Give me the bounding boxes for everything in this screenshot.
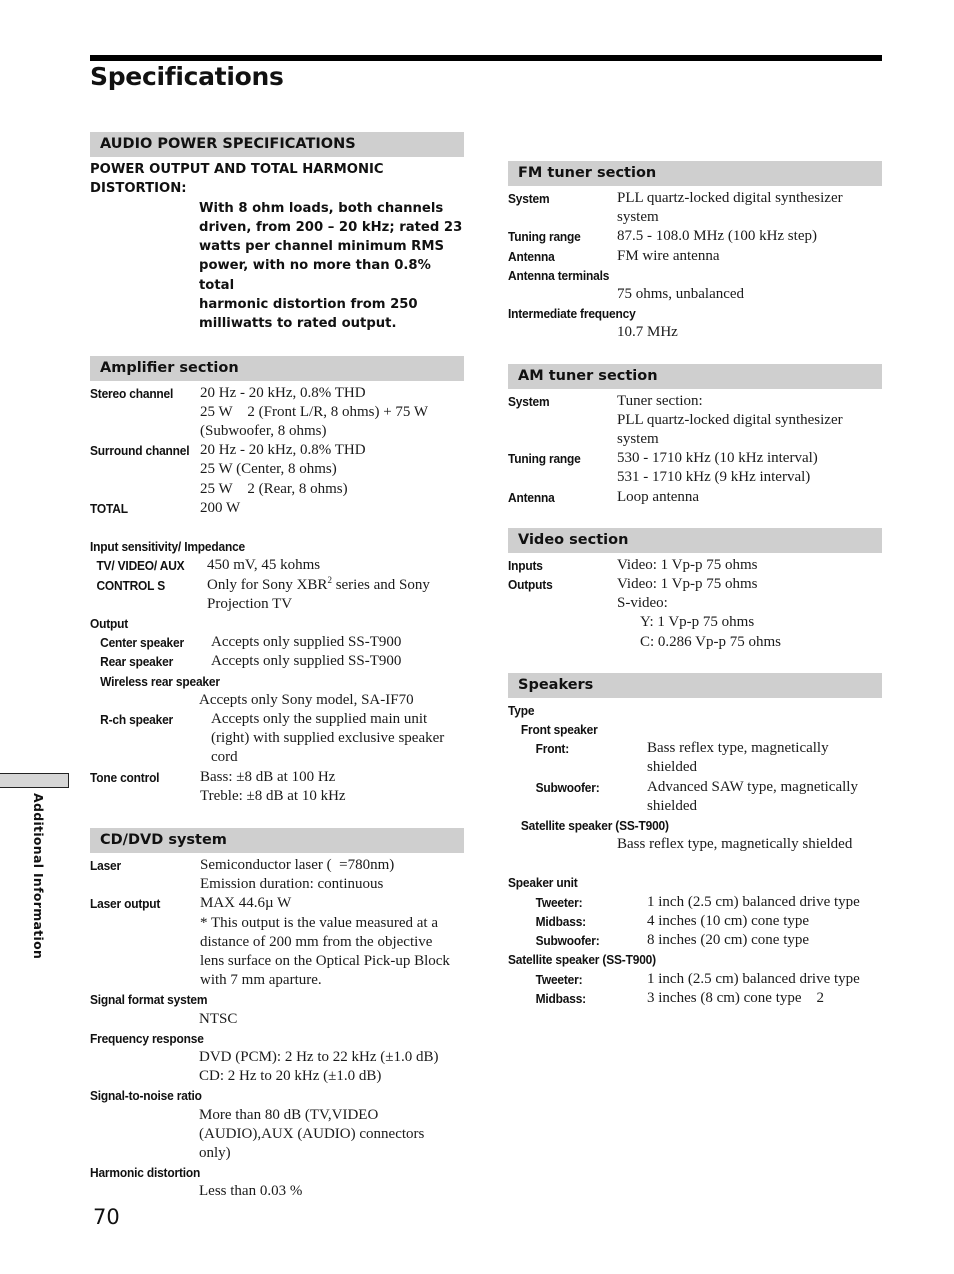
spec-line: C: 0.286 Vp-p 75 ohms (640, 633, 781, 650)
left-column (90, 132, 464, 1202)
spec-label: Tone control (90, 769, 160, 785)
spec-value: Accepts only Sony model, SA-IF70 (199, 691, 414, 708)
spec-value (647, 778, 882, 816)
subheading-output: Output (90, 615, 129, 631)
spec-row-subwoofer (508, 778, 882, 816)
spec-line: 20 Hz - 20 kHz, 0.8% THD (200, 384, 366, 401)
spec-line: CD: 2 Hz to 20 kHz (±1.0 dB) (199, 1068, 382, 1085)
spec-value: Loop antenna (617, 488, 700, 505)
spec-line: Treble: ±8 dB at 10 kHz (200, 787, 346, 804)
spec-text: series and Sony (331, 576, 430, 593)
page-title: Specifications (90, 62, 284, 91)
spec-line: with 7 mm aparture. (200, 972, 322, 989)
spec-line: cord (211, 749, 238, 766)
spec-value (200, 768, 464, 806)
spec-line: PLL quartz-locked digital synthesizer (617, 411, 843, 428)
spec-line: Y: 1 Vp-p 75 ohms (640, 614, 755, 631)
spec-value: Accepts only supplied SS-T900 (211, 634, 402, 651)
spec-label: Surround channel (90, 443, 190, 459)
spec-line: only) (199, 1144, 231, 1161)
spec-value: 1 inch (2.5 cm) balanced drive type (647, 893, 860, 910)
subheading-type: Type (508, 702, 535, 718)
spec-line: Advanced SAW type, magnetically (647, 778, 858, 795)
spec-line: S-video: (617, 595, 668, 612)
spec-label: Midbass: (535, 990, 586, 1006)
spec-label: Tuning range (508, 229, 581, 245)
spec-row-unit-subwoofer (508, 931, 882, 950)
spec-label: TOTAL (90, 500, 128, 516)
spec-line: * This output is the value measured at a (200, 914, 439, 931)
spec-value (200, 441, 464, 499)
spec-value (200, 894, 464, 990)
right-column (508, 161, 882, 1008)
spec-value (617, 392, 882, 450)
spec-value: Bass reflex type, magnetically shielded (647, 740, 829, 776)
spec-label: TV/ VIDEO/ AUX (96, 558, 185, 574)
spec-label: Laser (90, 857, 122, 873)
spec-value: Less than 0.03 % (199, 1183, 303, 1200)
spec-line: shielded (647, 797, 697, 814)
section-heading-audio-power: AUDIO POWER SPECIFICATIONS (90, 132, 464, 157)
spec-line: Projection TV (207, 595, 293, 612)
audio-power-line: With 8 ohm loads, both channels (199, 200, 444, 216)
spec-row-surround (90, 441, 464, 499)
spec-value (617, 189, 882, 227)
spec-line: Semiconductor laser ( =780nm) (200, 856, 395, 873)
spec-row-fm-tuning (508, 227, 882, 246)
spec-value: Video: 1 Vp-p 75 ohms (617, 556, 758, 573)
spec-value: 87.5 - 108.0 MHz (100 kHz step) (617, 228, 817, 245)
audio-power-label: POWER OUTPUT AND TOTAL HARMONIC DISTORTION: (90, 162, 384, 197)
superscript: 2 (327, 574, 332, 585)
spec-value (90, 1106, 464, 1164)
subheading-harmonic-distortion: Harmonic distortion (90, 1165, 201, 1181)
audio-power-description (90, 199, 464, 334)
audio-power-line: harmonic distortion from 250 (199, 297, 418, 313)
spec-label: Front: (535, 741, 570, 757)
spec-row-am-tuning (508, 449, 882, 487)
spec-label: CONTROL S (96, 577, 166, 593)
spec-label: System (508, 393, 550, 409)
spec-line: 530 - 1710 kHz (10 kHz interval) (617, 450, 818, 467)
spec-label: Antenna (508, 489, 555, 505)
spec-row-laser-output (90, 894, 464, 990)
spec-line: 25 W (Center, 8 ohms) (200, 461, 337, 478)
subheading-signal-format: Signal format system (90, 992, 208, 1008)
spec-label: Tweeter: (535, 971, 583, 987)
spec-label: Stereo channel (90, 385, 174, 401)
spec-label: Subwoofer: (535, 779, 600, 795)
spec-value (617, 449, 882, 487)
audio-power-line: power, with no more than 0.8% total (199, 258, 431, 293)
spec-row-stereo (90, 384, 464, 442)
spec-value: FM wire antenna (617, 247, 720, 264)
audio-power-line: milliwatts to rated output. (199, 316, 397, 332)
spec-line: Accepts only the supplied main unit (211, 710, 428, 727)
spec-value: 450 mV, 45 kohms (207, 557, 321, 574)
spec-value: 8 inches (20 cm) cone type (647, 932, 810, 949)
spec-line: MAX 44.6µ W (200, 895, 292, 912)
spec-label: R-ch speaker (100, 711, 174, 727)
spec-value-svideo (508, 613, 882, 651)
subheading-antenna-terminals: Antenna terminals (508, 267, 610, 283)
title-rule (90, 55, 882, 61)
section-heading-am-tuner: AM tuner section (508, 364, 882, 389)
spec-line: (right) with supplied exclusive speaker (211, 730, 445, 747)
spec-row-video-outputs (508, 575, 882, 613)
audio-power-line: driven, from 200 – 20 kHz; rated 23 (199, 219, 463, 235)
spec-row-am-antenna (508, 488, 882, 507)
section-heading-video: Video section (508, 528, 882, 553)
audio-power-line: watts per channel minimum RMS (199, 239, 444, 255)
spec-value (200, 856, 464, 894)
spec-line: DVD (PCM): 2 Hz to 22 kHz (±1.0 dB) (199, 1048, 439, 1065)
spec-row-tv-video-aux (90, 556, 464, 575)
spec-line: distance of 200 mm from the objective (200, 933, 433, 950)
spec-line: system (617, 431, 659, 448)
spec-line: system (617, 209, 659, 226)
spec-label: Tuning range (508, 451, 581, 467)
spec-label: Antenna (508, 248, 555, 264)
side-tab-marker (0, 773, 69, 788)
spec-value (200, 384, 464, 442)
spec-line: More than 80 dB (TV,VIDEO (199, 1106, 379, 1123)
spec-row-rch-speaker (90, 710, 464, 768)
spec-line: Video: 1 Vp-p 75 ohms (617, 576, 758, 593)
spec-row-rear-speaker (90, 652, 464, 671)
spec-row-unit-midbass (508, 912, 882, 931)
spec-value (617, 575, 882, 613)
spec-line: 531 - 1710 kHz (9 kHz interval) (617, 469, 811, 486)
subheading-front-speaker: Front speaker (520, 722, 598, 738)
spec-label: Center speaker (100, 635, 184, 651)
spec-row-total (90, 499, 464, 518)
spec-label: Rear speaker (100, 654, 174, 670)
subheading-intermediate-frequency: Intermediate frequency (508, 306, 636, 322)
spec-line: (Subwoofer, 8 ohms) (200, 423, 327, 440)
spec-row-fm-antenna (508, 247, 882, 266)
spec-row-unit-tweeter (508, 893, 882, 912)
spec-value: 4 inches (10 cm) cone type (647, 912, 810, 929)
spec-line: 25 W 2 (Rear, 8 ohms) (200, 480, 348, 497)
spec-row-control-s (90, 576, 464, 614)
spec-label: Laser output (90, 896, 161, 912)
audio-power-block (90, 160, 464, 334)
spec-label: Inputs (508, 557, 543, 573)
spec-row-tone-control (90, 768, 464, 806)
spec-label: Outputs (508, 577, 553, 593)
spec-value (90, 1048, 464, 1086)
spec-line: Emission duration: continuous (200, 876, 384, 893)
spec-line: (AUDIO),AUX (AUDIO) connectors (199, 1125, 425, 1142)
section-heading-speakers: Speakers (508, 673, 882, 698)
spec-label: Midbass: (535, 913, 586, 929)
spec-value: 1 inch (2.5 cm) balanced drive type (647, 970, 860, 987)
spec-row-front (508, 739, 882, 777)
subheading-satellite-unit: Satellite speaker (SS-T900) (508, 952, 656, 968)
spec-row-sat-midbass (508, 989, 882, 1008)
section-heading-amplifier: Amplifier section (90, 356, 464, 381)
spec-value: 10.7 MHz (617, 324, 678, 341)
spec-label: System (508, 191, 550, 206)
spec-row-video-inputs (508, 556, 882, 575)
spec-line: 20 Hz - 20 kHz, 0.8% THD (200, 442, 366, 459)
subheading-frequency-response: Frequency response (90, 1030, 204, 1046)
spec-value: NTSC (199, 1010, 238, 1027)
spec-row-fm-system (508, 189, 882, 227)
spec-row-am-system (508, 392, 882, 450)
page-number: 70 (93, 1205, 120, 1229)
spec-line: 25 W 2 (Front L/R, 8 ohms) + 75 W (200, 403, 429, 420)
spec-value (207, 576, 464, 614)
section-heading-fm-tuner: FM tuner section (508, 161, 882, 186)
spec-line: PLL quartz-locked digital synthesizer (617, 190, 843, 206)
spec-text: Only for Sony XBR (207, 576, 328, 593)
spec-label: Tweeter: (535, 894, 583, 910)
subheading-satellite-speaker: Satellite speaker (SS-T900) (520, 818, 669, 834)
subheading-wireless-rear-speaker: Wireless rear speaker (100, 673, 220, 689)
subheading-speaker-unit: Speaker unit (508, 875, 578, 891)
spec-row-sat-tweeter (508, 970, 882, 989)
spec-line (207, 576, 464, 595)
spec-value: 75 ohms, unbalanced (617, 286, 745, 303)
section-heading-cd-dvd: CD/DVD system (90, 828, 464, 853)
spec-line: lens surface on the Optical Pick-up Block (200, 952, 450, 969)
subheading-snr: Signal-to-noise ratio (90, 1088, 202, 1104)
spec-row-center-speaker (90, 633, 464, 652)
subheading-input-sensitivity: Input sensitivity/ Impedance (90, 539, 246, 555)
spec-value: 3 inches (8 cm) cone type 2 (647, 989, 825, 1006)
spec-line: Tuner section: (617, 392, 703, 409)
spec-value (211, 710, 464, 768)
side-tab-label: Additional Information (31, 793, 46, 960)
spec-label: Subwoofer: (535, 933, 600, 949)
spec-value: Bass reflex type, magnetically shielded (617, 836, 853, 853)
spec-line: Bass: ±8 dB at 100 Hz (200, 768, 336, 785)
spec-value: Accepts only supplied SS-T900 (211, 653, 402, 670)
spec-value: 200 W (200, 499, 241, 516)
spec-row-laser (90, 856, 464, 894)
